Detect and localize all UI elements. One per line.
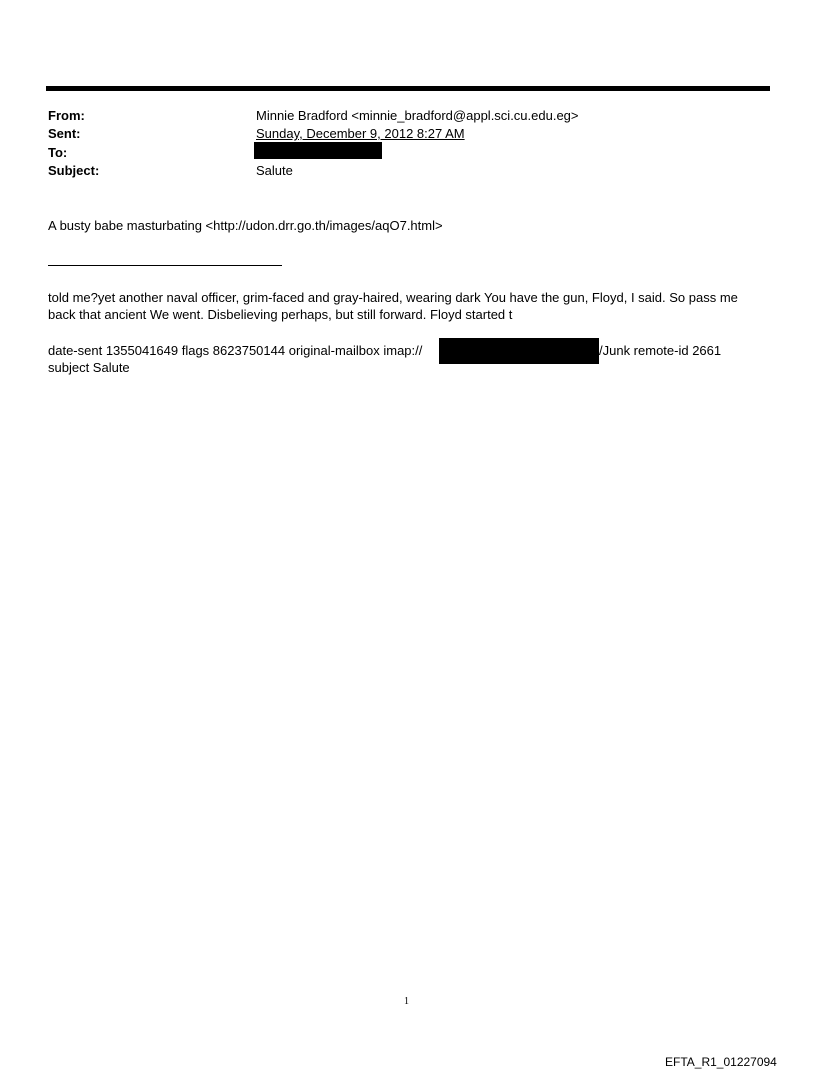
- header-top-rule: [46, 86, 770, 91]
- body-paragraph-line-1: told me?yet another naval officer, grim-faced and gray-haired, wearing dark You have the gun, Floyd, I said. So pass me: [48, 290, 738, 305]
- body-separator-rule: [48, 265, 282, 266]
- mailbox-redaction-box: [439, 338, 599, 364]
- page-number: 1: [404, 996, 409, 1007]
- meta-line-1-prefix: date-sent 1355041649 flags 8623750144 original-mailbox imap://: [48, 343, 423, 358]
- from-value: Minnie Bradford <minnie_bradford@appl.sci.cu.edu.eg>: [256, 108, 579, 123]
- meta-line-1-suffix: /Junk remote-id 2661: [599, 343, 722, 358]
- document-id: EFTA_R1_01227094: [665, 1055, 777, 1069]
- to-redaction-box: [254, 142, 382, 159]
- meta-line-2: subject Salute: [48, 360, 130, 375]
- to-label: To:: [48, 145, 68, 160]
- body-paragraph-line-2: back that ancient We went. Disbelieving perhaps, but still forward. Floyd started t: [48, 307, 513, 322]
- from-label: From:: [48, 108, 85, 123]
- subject-value: Salute: [256, 163, 293, 178]
- subject-label: Subject:: [48, 163, 100, 178]
- sent-value: Sunday, December 9, 2012 8:27 AM: [256, 126, 465, 141]
- body-link-line: A busty babe masturbating <http://udon.drr.go.th/images/aqO7.html>: [48, 218, 443, 233]
- sent-label: Sent:: [48, 126, 81, 141]
